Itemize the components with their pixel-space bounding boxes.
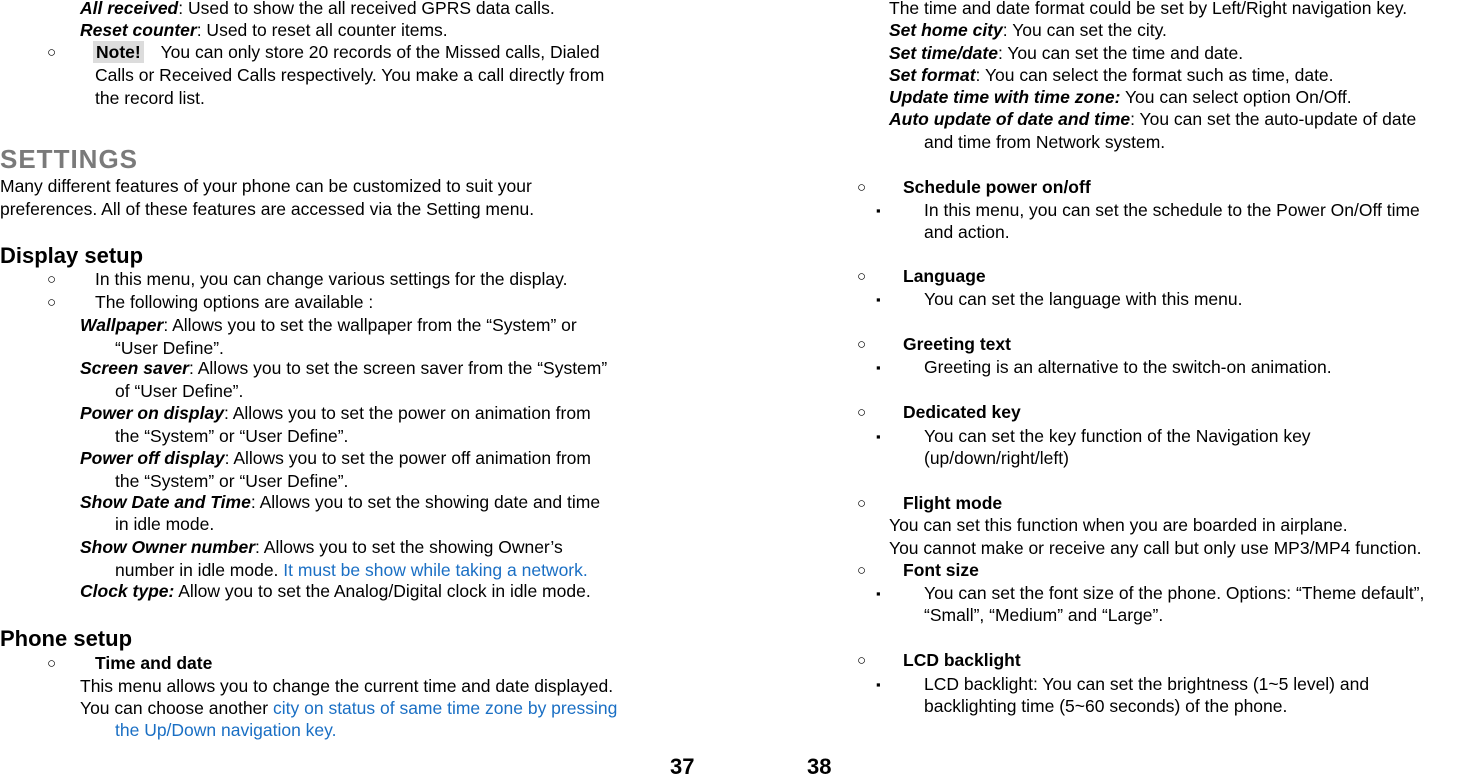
lcd-backlight-label: LCD backlight xyxy=(903,650,1021,670)
circle-bullet-icon: ○ xyxy=(857,495,867,512)
time-date-line-1: This menu allows you to change the current time and date displayed. xyxy=(80,676,614,696)
set-format-item: Set format: You can select the format such as time, date. xyxy=(889,65,1334,85)
reset-counter-item: Reset counter: Used to reset all counter items. xyxy=(80,20,448,40)
square-bullet-icon: ▪ xyxy=(876,360,881,375)
schedule-power-label: Schedule power on/off xyxy=(903,177,1091,197)
square-bullet-icon: ▪ xyxy=(876,203,881,218)
show-date-time-item: Show Date and Time: Allows you to set the showing date and time xyxy=(80,492,601,512)
show-owner-desc-2: number in idle mode. It must be show while taking a network. xyxy=(115,560,588,580)
format-nav-line: The time and date format could be set by Left/Right navigation key. xyxy=(889,0,1408,18)
square-bullet-icon: ▪ xyxy=(876,429,881,444)
wallpaper-desc-2: “User Define”. xyxy=(115,338,224,358)
note-label: Note! xyxy=(93,41,144,63)
circle-bullet-icon: ○ xyxy=(47,44,57,61)
power-on-desc-2: the “System” or “User Define”. xyxy=(115,426,349,446)
display-bullet-2: The following options are available : xyxy=(95,292,374,312)
note-line-3: the record list. xyxy=(95,88,205,108)
square-bullet-icon: ▪ xyxy=(876,292,881,307)
lcd-line-1: LCD backlight: You can set the brightness (1~5 level) and xyxy=(924,674,1370,694)
font-line-2: “Small”, “Medium” and “Large”. xyxy=(924,605,1164,625)
greeting-line-1: Greeting is an alternative to the switch-on animation. xyxy=(924,357,1332,377)
greeting-text-label: Greeting text xyxy=(903,334,1011,354)
auto-update-desc-2: and time from Network system. xyxy=(924,132,1166,152)
settings-intro-2: preferences. All of these features are accessed via the Setting menu. xyxy=(0,199,535,219)
square-bullet-icon: ▪ xyxy=(876,677,881,692)
set-home-city-item: Set home city: You can set the city. xyxy=(889,20,1167,40)
flight-mode-label: Flight mode xyxy=(903,493,1003,513)
set-time-date-item: Set time/date: You can set the time and date. xyxy=(889,43,1244,63)
wallpaper-item: Wallpaper: Allows you to set the wallpaper from the “System” or xyxy=(80,315,577,335)
time-date-line-3: the Up/Down navigation key. xyxy=(115,720,337,740)
display-bullet-1: In this menu, you can change various settings for the display. xyxy=(95,269,568,289)
note-line-2: Calls or Received Calls respectively. You make a call directly from xyxy=(95,65,605,85)
circle-bullet-icon: ○ xyxy=(857,652,867,669)
page-number-left: 37 xyxy=(670,754,695,779)
circle-bullet-icon: ○ xyxy=(857,268,867,285)
clock-type-item: Clock type: Allow you to set the Analog/Digital clock in idle mode. xyxy=(80,581,591,601)
display-setup-heading: Display setup xyxy=(0,243,144,268)
dedicated-line-2: (up/down/right/left) xyxy=(924,448,1069,468)
font-size-label: Font size xyxy=(903,560,979,580)
auto-update-item: Auto update of date and time: You can set the auto-update of date xyxy=(889,109,1417,129)
circle-bullet-icon: ○ xyxy=(857,336,867,353)
power-off-desc-2: the “System” or “User Define”. xyxy=(115,471,349,491)
font-line-1: You can set the font size of the phone. Options: “Theme default”, xyxy=(924,583,1425,603)
circle-bullet-icon: ○ xyxy=(47,271,57,288)
circle-bullet-icon: ○ xyxy=(857,179,867,196)
note-line-1: Note! You can only store 20 records of the Missed calls, Dialed xyxy=(93,41,600,64)
dedicated-key-label: Dedicated key xyxy=(903,402,1021,422)
screen-saver-desc-2: of “User Define”. xyxy=(115,381,244,401)
all-received-item: All received: Used to show the all received GPRS data calls. xyxy=(80,0,555,18)
language-line-1: You can set the language with this menu. xyxy=(924,289,1243,309)
schedule-line-1: In this menu, you can set the schedule to the Power On/Off time xyxy=(924,200,1420,220)
flight-line-1: You can set this function when you are boarded in airplane. xyxy=(889,515,1348,535)
schedule-line-2: and action. xyxy=(924,222,1010,242)
phone-setup-heading: Phone setup xyxy=(0,626,133,651)
update-time-zone-item: Update time with time zone: You can select option On/Off. xyxy=(889,87,1352,107)
page-number-right: 38 xyxy=(807,754,832,779)
settings-intro-1: Many different features of your phone can be customized to suit your xyxy=(0,176,532,196)
show-owner-number-item: Show Owner number: Allows you to set the showing Owner’s xyxy=(80,537,563,557)
circle-bullet-icon: ○ xyxy=(47,294,57,311)
screen-saver-item: Screen saver: Allows you to set the screen saver from the “System” xyxy=(80,358,608,378)
circle-bullet-icon: ○ xyxy=(857,404,867,421)
lcd-line-2: backlighting time (5~60 seconds) of the phone. xyxy=(924,696,1288,716)
power-on-display-item: Power on display: Allows you to set the power on animation from xyxy=(80,403,591,423)
circle-bullet-icon: ○ xyxy=(47,655,57,672)
circle-bullet-icon: ○ xyxy=(857,562,867,579)
time-and-date-label: Time and date xyxy=(95,653,213,673)
power-off-display-item: Power off display: Allows you to set the power off animation from xyxy=(80,448,591,468)
time-date-line-2: You can choose another city on status of same time zone by pressing xyxy=(80,698,618,718)
settings-heading: SETTINGS xyxy=(0,144,139,174)
flight-line-2: You cannot make or receive any call but only use MP3/MP4 function. xyxy=(889,538,1422,558)
show-date-desc-2: in idle mode. xyxy=(115,514,215,534)
language-label: Language xyxy=(903,266,986,286)
dedicated-line-1: You can set the key function of the Navigation key xyxy=(924,426,1311,446)
square-bullet-icon: ▪ xyxy=(876,586,881,601)
